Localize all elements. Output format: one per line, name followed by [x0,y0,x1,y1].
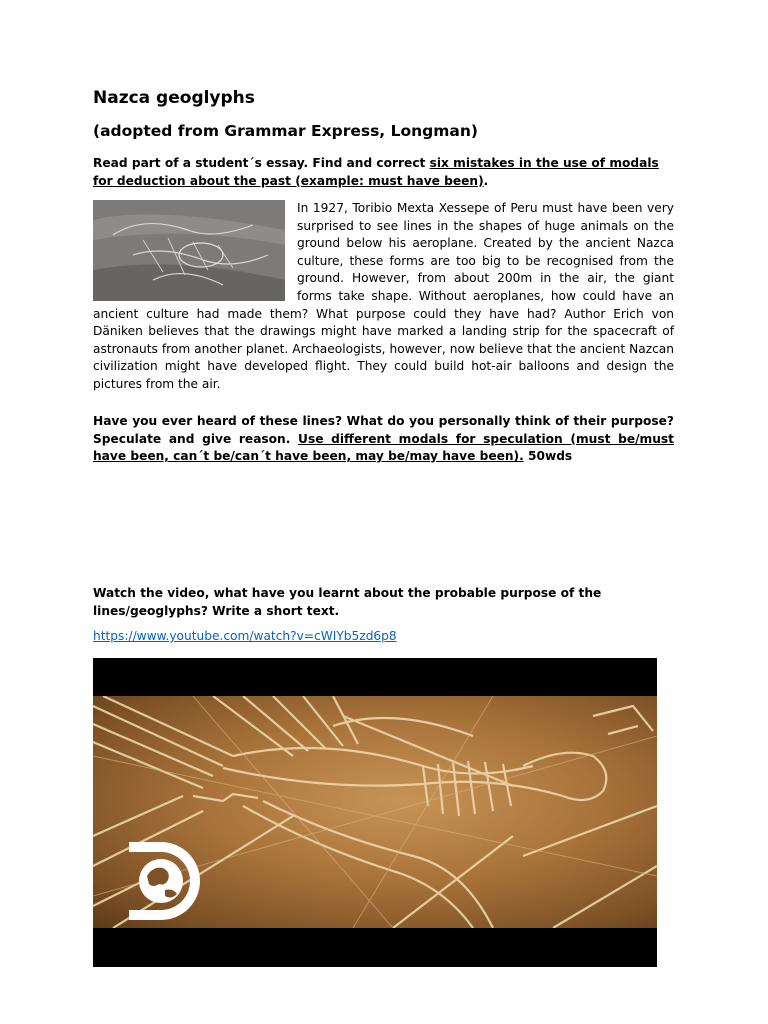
task-1-underlined: six mistakes in the use of modals for deduction about the past (example: must have been) [93,156,659,188]
geoglyph-thumbnail-drawing [93,200,285,301]
essay-paragraph [93,200,674,394]
discovery-logo-icon [121,836,211,926]
video-embed[interactable] [93,658,657,967]
task-2-instruction [93,413,674,466]
task-1-end: . [483,173,489,188]
task-1-instruction [93,155,674,190]
task-2-end: 50wds [523,449,573,464]
task-2-underlined: Use different modals for speculation (must be/must have been, can´t be/can´t have been, may be/may have been). [93,431,674,464]
video-frame-geoglyph-image [93,696,657,928]
essay-text: In 1927, Toribio Mexta Xessepe of Peru must have been very surprised to see lines in the shapes of huge animals on the ground below his aeroplane. Created by the ancient Nazca culture, these forms are too big to be recognised from the ground. However, from about 200m in the air, the giant forms take shape. Without aeroplanes, how could have an ancient culture had made them? What purpose could they have had? Author Erich von Däniken believes that the drawings might have marked a landing strip for the spacecraft of astronauts from another planet. Archaeologists, however, now believe that the ancient Nazcan civilization might have developed flight. They could build hot-air balloons and design the pictures from the air. [93,201,674,391]
nazca-thumbnail-image [93,200,285,301]
task-1-intro: Read part of a student´s essay. Find and correct [93,156,430,170]
task-3-instruction: Watch the video, what have you learnt about the probable purpose of the lines/geoglyphs? Write a short text. [93,586,602,618]
video-link[interactable]: https://www.youtube.com/watch?v=cWIYb5zd6p8 [93,629,397,643]
task-2-intro: Have you ever heard of these lines? What do you personally think of their purpose? Speculate and give reason. [93,414,674,446]
page-title: Nazca geoglyphs [93,88,255,108]
page-subtitle: (adopted from Grammar Express, Longman) [93,122,478,140]
